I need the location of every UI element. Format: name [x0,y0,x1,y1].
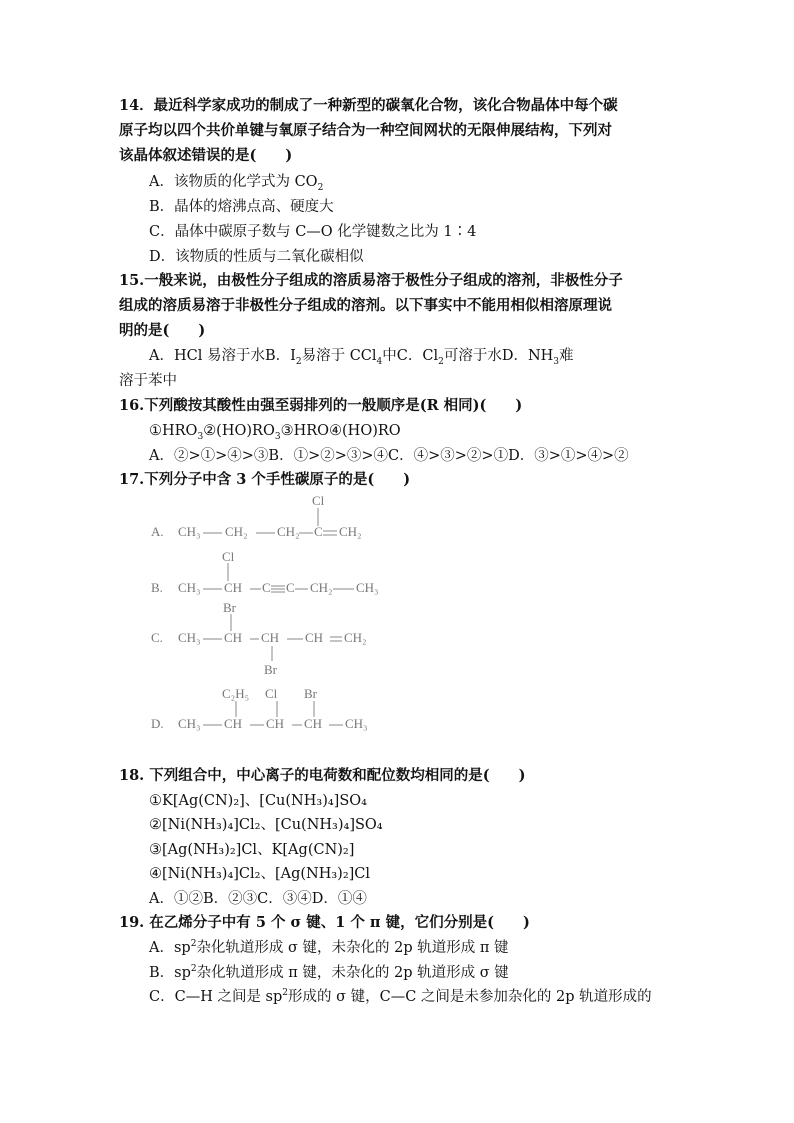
structure-d-cl: Cl [265,686,278,701]
q15-stem-line-3: 明的是( ) [119,322,206,339]
structure-c-ch-2: CH [261,630,280,645]
q18-stem: 18. 下列组合中，中心离子的电荷数和配位数均相同的是( ) [119,767,526,784]
structure-b-cl: Cl [222,549,235,564]
structure-b-c-2: C [286,580,295,595]
q17-stem: 17.下列分子中含 3 个手性碳原子的是( ) [119,471,411,488]
structure-d-br: Br [304,686,317,701]
structure-c-ch-3: CH [305,630,324,645]
q18-item-4: ④[Ni(NH₃)₄]Cl₂、[Ag(NH₃)₂]Cl [149,866,371,882]
structure-a-ch2-3: CH₂ [339,524,362,539]
q18-item-2: ②[Ni(NH₃)₄]Cl₂、[Cu(NH₃)₄]SO₄ [149,817,383,833]
structure-a-cl: Cl [312,493,325,508]
structure-a-ch2-1: CH₂ [225,524,248,539]
q16-item-2: $②(HO)RO_3$ [203,423,281,442]
q14-stem-line-2: 原子均以四个共价单键与氧原子结合为一种空间网状的无限伸展结构，下列对 [119,122,612,139]
q19-option-c: C．C—H 之间是 $sp^2$形成的 σ 键，C—C 之间是未参加杂化的 2p 轨道形成的 [149,988,652,1005]
q16-option-d: D．③>①>④>② [508,448,629,464]
structure-d-ch-1: CH [224,716,243,731]
q15-stem-line-2: 组成的溶质易溶于非极性分子组成的溶剂。以下事实中不能用相似相溶原理说 [119,297,612,314]
q18-option-c: C．③④ [257,891,312,907]
structure-d-c2h5: C₂H₅ [222,686,250,701]
structure-b-ch3-end: CH₃ [356,580,379,595]
q15-option-d-continued: 溶于苯中 [119,373,177,389]
structure-a-c: C [314,524,323,539]
structure-b-ch2: CH₂ [310,580,333,595]
q16-stem: 16.下列酸按其酸性由强至弱排列的一般顺序是(R 相同)( ) [119,397,523,414]
structure-b-label[interactable]: B. [151,580,163,595]
q16-item-3: ③HRO [280,423,330,439]
structure-d-ch-2: CH [266,716,285,731]
q16-option-a: A．②>①>④>③ [149,448,269,464]
q14-option-b: B．晶体的熔沸点高、硬度大 [149,199,334,215]
structure-b-ch3: CH₃ [178,580,201,595]
structure-c-label[interactable]: C. [151,630,163,645]
q15-option-d: D．$NH_3$难 [501,348,574,367]
q19-stem: 19. 在乙烯分子中有 5 个 σ 键、1 个 π 键，它们分别是( ) [119,914,530,931]
q19-option-a: A．$sp^2$杂化轨道形成 σ 键，未杂化的 2p 轨道形成 π 键 [149,939,509,956]
q15-stem-line-1: 15.一般来说，由极性分子组成的溶质易溶于极性分子组成的溶剂，非极性分子 [119,272,623,289]
structure-d-ch3: CH₃ [178,716,201,731]
q15-option-a: A．HCl 易溶于水 [149,348,265,364]
structure-b-ch: CH [224,580,243,595]
structure-c-br-top: Br [223,600,236,615]
structure-a-ch3: CH₃ [178,524,201,539]
q16-option-b: B．①>②>③>④ [268,448,389,464]
q15-option-c: C．$Cl_2$可溶于水 [396,348,502,367]
structure-d-label[interactable]: D. [151,716,164,731]
q14-stem-line-3: 该晶体叙述错误的是( ) [119,147,293,164]
q18-option-a: A．①② [149,891,203,907]
q18-option-b: B．②③ [202,891,258,907]
structure-d-ch3-end: CH₃ [345,716,368,731]
q18-item-1: ①K[Ag(CN)₂]、[Cu(NH₃)₄]SO₄ [149,793,367,809]
q14-stem-line-1: 14．最近科学家成功的制成了一种新型的碳氧化合物，该化合物晶体中每个碳 [119,97,618,114]
structure-c-br-bottom: Br [264,662,277,677]
q14-option-c: C．晶体中碳原子数与 C—O 化学键数之比为 1∶4 [149,224,477,240]
structure-a-ch2-2: CH₂ [277,524,300,539]
q16-item-1: $①HRO_3$ [149,423,204,442]
q18-option-d: D．①④ [311,891,367,907]
structure-b-c-1: C [262,580,271,595]
q14-option-d: D．该物质的性质与二氧化碳相似 [149,249,364,265]
q16-item-4: ④(HO)RO [329,423,401,439]
q19-option-b: B．$sp^2$杂化轨道形成 π 键，未杂化的 2p 轨道形成 σ 键 [149,964,509,981]
structure-a-label[interactable]: A. [151,524,164,539]
structure-c-ch-1: CH [224,630,243,645]
q14-option-a: A．该物质的化学式为 $CO_2$ [149,174,324,193]
q18-options [149,890,367,908]
structure-c-ch3: CH₃ [178,630,201,645]
q16-option-c: C．④>③>②>① [388,448,509,464]
structure-c-ch2: CH₂ [344,630,367,645]
structure-d-ch-3: CH [304,716,323,731]
q15-option-b: B．$I_2$易溶于 CCl$_4$中 [264,348,397,367]
q18-item-3: ③[Ag(NH₃)₂]Cl、K[Ag(CN)₂] [149,842,355,858]
